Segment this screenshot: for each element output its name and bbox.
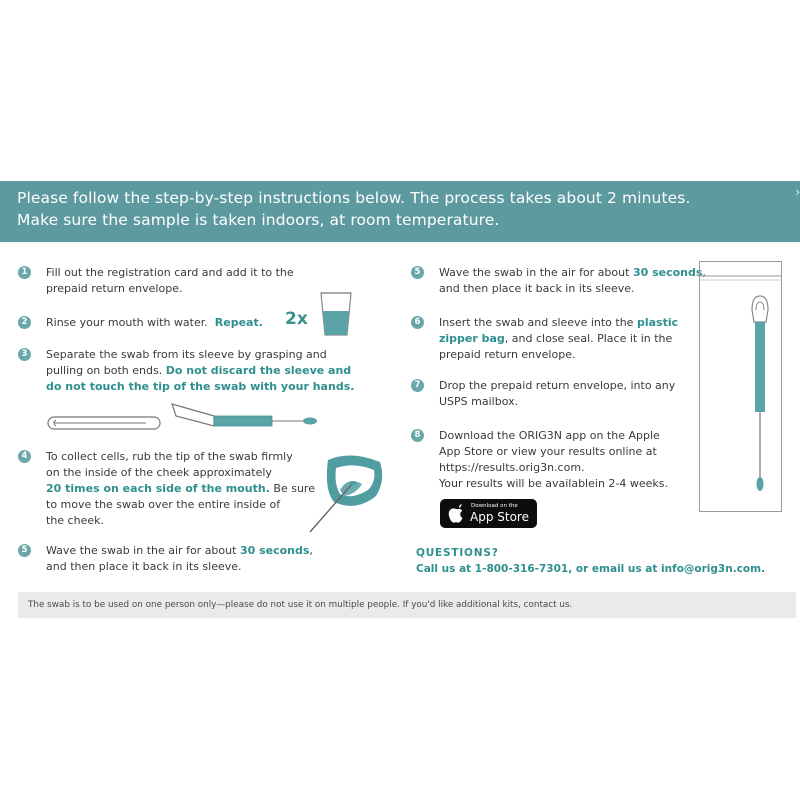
app-store-label: App Store (470, 510, 529, 524)
step-text: Drop the prepaid return envelope, into any (439, 379, 676, 392)
step-highlight: 20 times on each side of the mouth. (46, 482, 270, 495)
step-text: , (309, 544, 313, 557)
step-text: and then place it back in its sleeve. (46, 560, 242, 573)
step-highlight: 30 seconds (239, 544, 310, 557)
step-highlight: Repeat. (214, 316, 263, 329)
step-text: , (702, 266, 706, 279)
step-7 (411, 378, 675, 410)
questions-block (416, 545, 765, 577)
step-5-left (18, 543, 313, 575)
step-text: the cheek. (46, 514, 104, 527)
bag-swab-drawing (700, 262, 781, 511)
zipper-bag-icon (699, 261, 782, 512)
open-mouth-swab-icon (306, 450, 386, 536)
step-number: 7 (411, 379, 424, 392)
step-highlight: plastic (636, 316, 679, 329)
step-highlight: Do not discard the sleeve and (165, 364, 352, 377)
step-6 (411, 315, 678, 363)
step-text: Wave the swab in the air for about (46, 544, 237, 557)
instructions-banner (0, 181, 800, 242)
step-text: pulling on both ends. (46, 364, 163, 377)
apple-icon (448, 504, 464, 523)
step-highlight: do not touch the tip of the swab with your hands. (46, 380, 355, 393)
step-1 (18, 265, 294, 297)
step-highlight: zipper bag (439, 332, 505, 345)
repeat-multiplier: 2x (285, 309, 308, 329)
step-number: 6 (411, 316, 424, 329)
step-highlight: 30 seconds (632, 266, 703, 279)
step-text: Download the ORIG3N app on the Apple (439, 429, 660, 442)
banner-line-1: Please follow the step-by-step instructions below. The process takes about 2 minutes. (17, 189, 691, 207)
step-2 (18, 315, 263, 331)
step-text: prepaid return envelope. (439, 348, 576, 361)
contact-info[interactable]: Call us at 1-800-316-7301, or email us at info@orig3n.com. (416, 563, 766, 575)
step-text: and then place it back in its sleeve. (439, 282, 635, 295)
step-number: 2 (18, 316, 31, 329)
close-icon: › (795, 185, 800, 199)
step-number: 3 (18, 348, 31, 361)
step-text: Fill out the registration card and add it to the (46, 266, 294, 279)
step-text: on the inside of the cheek approximately (46, 466, 272, 479)
step-text: to move the swab over the entire inside of (46, 498, 281, 511)
step-text: Separate the swab from its sleeve by grasping and (46, 348, 327, 361)
step-text: App Store or view your results online at (439, 445, 657, 458)
step-text: Wave the swab in the air for about (439, 266, 630, 279)
step-text: To collect cells, rub the tip of the swab firmly (46, 450, 293, 463)
questions-title: QUESTIONS? (416, 547, 499, 559)
swab-and-sleeve-icon (46, 402, 318, 436)
footer-note: The swab is to be used on one person only—please do not use it on multiple people. If you'd like additional kits, contact us. (18, 592, 796, 618)
step-text: , and close seal. Place it in the (504, 332, 673, 345)
step-text: prepaid return envelope. (46, 282, 183, 295)
app-store-badge[interactable] (440, 499, 537, 528)
step-5-right (411, 265, 706, 297)
step-text: Rinse your mouth with water. (46, 316, 208, 329)
app-store-caption: Download on the (471, 503, 518, 509)
step-text: Be sure (273, 482, 315, 495)
step-text: https://results.orig3n.com. (439, 461, 585, 474)
step-number: 4 (18, 450, 31, 463)
step-text: USPS mailbox. (439, 395, 519, 408)
step-text: Your results will be availablein 2-4 weeks. (439, 477, 669, 490)
step-number: 1 (18, 266, 31, 279)
step-8 (411, 428, 668, 492)
step-text: Insert the swab and sleeve into the (439, 316, 634, 329)
step-number: 5 (18, 544, 31, 557)
banner-line-2: Make sure the sample is taken indoors, at room temperature. (17, 211, 500, 229)
step-4 (18, 449, 315, 529)
step-3 (18, 347, 354, 395)
cup-of-water-icon (319, 291, 353, 337)
step-number: 5 (411, 266, 424, 279)
step-number: 8 (411, 429, 424, 442)
